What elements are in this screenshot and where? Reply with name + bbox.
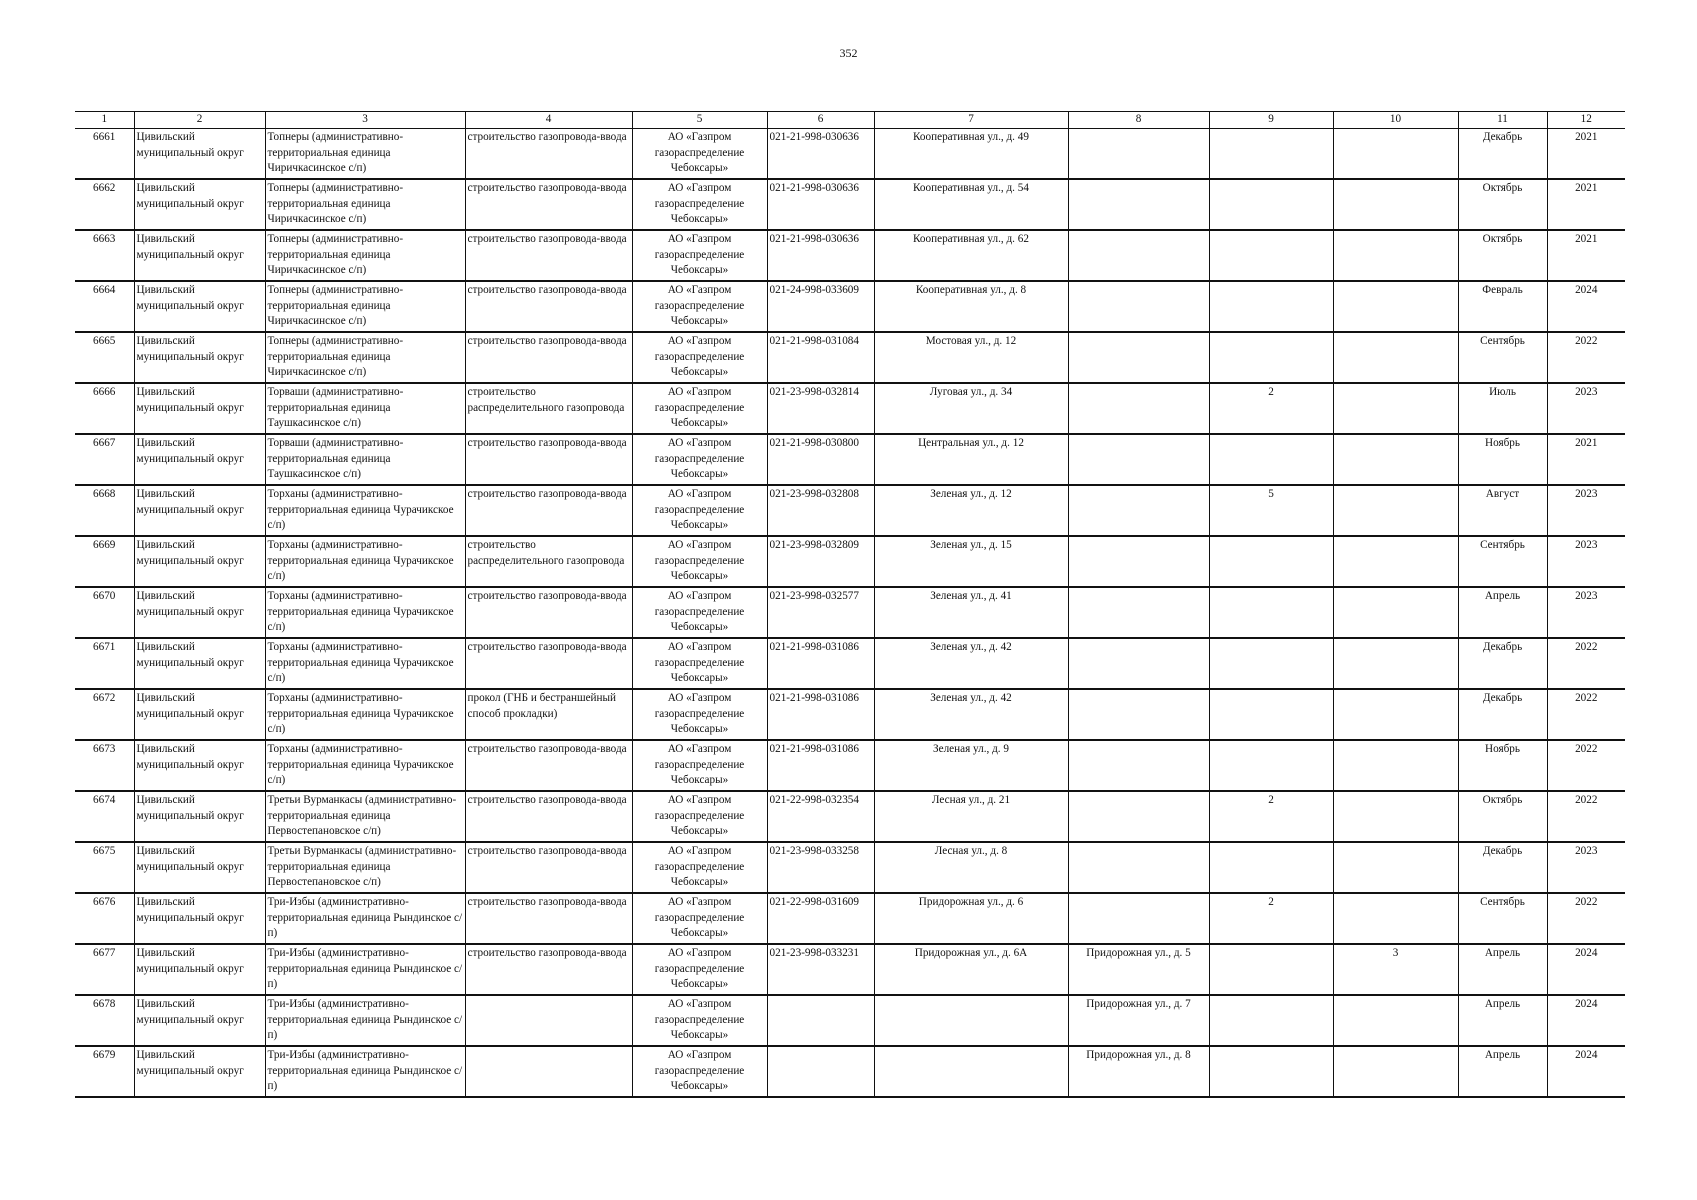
table-row	[75, 893, 1625, 944]
cell-year: 2023	[1547, 383, 1625, 434]
table-row	[75, 383, 1625, 434]
cell-month: Сентябрь	[1458, 536, 1547, 587]
table-row	[75, 485, 1625, 536]
cell-settlement: Третьи Вурманкасы (административно-территориальная единица Первостепановское с/п)	[265, 791, 465, 842]
cell-col-10-value	[1333, 740, 1458, 791]
cell-municipality: Цивильский муниципальный округ	[134, 230, 265, 281]
cell-col-10-value	[1333, 689, 1458, 740]
cell-col-10-value	[1333, 638, 1458, 689]
cell-month: Апрель	[1458, 944, 1547, 995]
cell-col-9-value	[1209, 740, 1333, 791]
cell-address-extra	[1068, 587, 1209, 638]
table-row	[75, 995, 1625, 1046]
cell-year: 2024	[1547, 995, 1625, 1046]
cell-row-number: 6679	[75, 1046, 134, 1097]
cell-address-extra	[1068, 332, 1209, 383]
cell-address-extra	[1068, 740, 1209, 791]
cell-row-number: 6672	[75, 689, 134, 740]
table-row	[75, 689, 1625, 740]
cell-row-number: 6669	[75, 536, 134, 587]
cell-address: Мостовая ул., д. 12	[874, 332, 1068, 383]
cell-municipality: Цивильский муниципальный округ	[134, 485, 265, 536]
cell-col-10-value	[1333, 587, 1458, 638]
cell-year: 2024	[1547, 1046, 1625, 1097]
cell-project-code: 021-21-998-031086	[767, 638, 874, 689]
cell-col-10-value	[1333, 129, 1458, 180]
cell-settlement: Топнеры (административно-территориальная единица Чиричкасинское с/п)	[265, 230, 465, 281]
cell-year: 2022	[1547, 689, 1625, 740]
cell-work-type: строительство газопровода-ввода	[465, 893, 632, 944]
cell-organization: АО «Газпром газораспределение Чебоксары»	[632, 587, 767, 638]
cell-work-type: строительство газопровода-ввода	[465, 129, 632, 180]
cell-address: Зеленая ул., д. 41	[874, 587, 1068, 638]
cell-year: 2022	[1547, 893, 1625, 944]
cell-col-9-value	[1209, 995, 1333, 1046]
cell-row-number: 6665	[75, 332, 134, 383]
cell-col-9-value	[1209, 536, 1333, 587]
cell-address: Придорожная ул., д. 6	[874, 893, 1068, 944]
cell-settlement: Три-Избы (административно-территориальная единица Рындинское с/п)	[265, 944, 465, 995]
cell-settlement: Торханы (административно-территориальная единица Чурачикское с/п)	[265, 485, 465, 536]
cell-municipality: Цивильский муниципальный округ	[134, 995, 265, 1046]
cell-row-number: 6666	[75, 383, 134, 434]
cell-month: Декабрь	[1458, 129, 1547, 180]
cell-address-extra	[1068, 842, 1209, 893]
cell-project-code: 021-21-998-031086	[767, 740, 874, 791]
cell-month: Декабрь	[1458, 842, 1547, 893]
column-header-3: 3	[265, 112, 465, 129]
cell-project-code: 021-21-998-030800	[767, 434, 874, 485]
cell-col-10-value	[1333, 791, 1458, 842]
cell-year: 2021	[1547, 179, 1625, 230]
cell-work-type: строительство газопровода-ввода	[465, 281, 632, 332]
cell-year: 2023	[1547, 485, 1625, 536]
cell-address: Центральная ул., д. 12	[874, 434, 1068, 485]
cell-municipality: Цивильский муниципальный округ	[134, 332, 265, 383]
cell-year: 2023	[1547, 587, 1625, 638]
cell-work-type: строительство газопровода-ввода	[465, 944, 632, 995]
table-body	[75, 129, 1625, 1098]
cell-settlement: Торваши (административно-территориальная единица Таушкасинское с/п)	[265, 434, 465, 485]
table-row	[75, 638, 1625, 689]
cell-address-extra	[1068, 893, 1209, 944]
cell-organization: АО «Газпром газораспределение Чебоксары»	[632, 1046, 767, 1097]
cell-settlement: Топнеры (административно-территориальная единица Чиричкасинское с/п)	[265, 179, 465, 230]
cell-project-code: 021-21-998-030636	[767, 179, 874, 230]
cell-col-9-value: 2	[1209, 791, 1333, 842]
cell-project-code: 021-23-998-033231	[767, 944, 874, 995]
cell-municipality: Цивильский муниципальный округ	[134, 1046, 265, 1097]
cell-work-type: строительство газопровода-ввода	[465, 434, 632, 485]
cell-address: Лесная ул., д. 21	[874, 791, 1068, 842]
cell-address-extra	[1068, 281, 1209, 332]
cell-municipality: Цивильский муниципальный округ	[134, 587, 265, 638]
cell-settlement: Три-Избы (административно-территориальная единица Рындинское с/п)	[265, 1046, 465, 1097]
cell-work-type: строительство газопровода-ввода	[465, 485, 632, 536]
cell-settlement: Торханы (административно-территориальная единица Чурачикское с/п)	[265, 587, 465, 638]
table-row	[75, 944, 1625, 995]
cell-address-extra	[1068, 485, 1209, 536]
cell-year: 2021	[1547, 434, 1625, 485]
cell-organization: АО «Газпром газораспределение Чебоксары»	[632, 791, 767, 842]
cell-organization: АО «Газпром газораспределение Чебоксары»	[632, 638, 767, 689]
column-header-4: 4	[465, 112, 632, 129]
cell-month: Июль	[1458, 383, 1547, 434]
cell-col-10-value	[1333, 893, 1458, 944]
cell-organization: АО «Газпром газораспределение Чебоксары»	[632, 332, 767, 383]
cell-work-type: строительство распределительного газопровода	[465, 383, 632, 434]
cell-col-10-value	[1333, 485, 1458, 536]
cell-col-9-value	[1209, 434, 1333, 485]
cell-col-9-value	[1209, 944, 1333, 995]
cell-row-number: 6678	[75, 995, 134, 1046]
table-row	[75, 791, 1625, 842]
cell-address: Луговая ул., д. 34	[874, 383, 1068, 434]
cell-address: Придорожная ул., д. 6А	[874, 944, 1068, 995]
cell-col-10-value	[1333, 179, 1458, 230]
cell-address: Зеленая ул., д. 42	[874, 638, 1068, 689]
cell-row-number: 6671	[75, 638, 134, 689]
gasification-table	[75, 111, 1625, 1098]
cell-month: Апрель	[1458, 587, 1547, 638]
cell-address	[874, 1046, 1068, 1097]
cell-project-code: 021-23-998-033258	[767, 842, 874, 893]
table-row	[75, 230, 1625, 281]
cell-project-code: 021-21-998-031084	[767, 332, 874, 383]
table-row	[75, 1046, 1625, 1097]
cell-address: Зеленая ул., д. 42	[874, 689, 1068, 740]
table-row	[75, 842, 1625, 893]
cell-address: Зеленая ул., д. 9	[874, 740, 1068, 791]
column-header-7: 7	[874, 112, 1068, 129]
cell-row-number: 6670	[75, 587, 134, 638]
cell-col-10-value	[1333, 281, 1458, 332]
cell-row-number: 6674	[75, 791, 134, 842]
cell-address-extra: Придорожная ул., д. 7	[1068, 995, 1209, 1046]
cell-municipality: Цивильский муниципальный округ	[134, 638, 265, 689]
cell-month: Октябрь	[1458, 179, 1547, 230]
cell-row-number: 6668	[75, 485, 134, 536]
column-header-9: 9	[1209, 112, 1333, 129]
column-header-8: 8	[1068, 112, 1209, 129]
cell-address-extra	[1068, 638, 1209, 689]
cell-year: 2022	[1547, 638, 1625, 689]
cell-address-extra: Придорожная ул., д. 5	[1068, 944, 1209, 995]
cell-row-number: 6676	[75, 893, 134, 944]
cell-col-9-value	[1209, 281, 1333, 332]
cell-col-10-value	[1333, 332, 1458, 383]
cell-address-extra	[1068, 689, 1209, 740]
cell-month: Октябрь	[1458, 791, 1547, 842]
cell-month: Сентябрь	[1458, 332, 1547, 383]
cell-col-9-value	[1209, 230, 1333, 281]
cell-row-number: 6664	[75, 281, 134, 332]
cell-work-type: строительство газопровода-ввода	[465, 740, 632, 791]
cell-project-code: 021-22-998-031609	[767, 893, 874, 944]
cell-project-code: 021-23-998-032808	[767, 485, 874, 536]
cell-month: Декабрь	[1458, 638, 1547, 689]
cell-work-type: строительство газопровода-ввода	[465, 587, 632, 638]
cell-row-number: 6675	[75, 842, 134, 893]
cell-address-extra	[1068, 179, 1209, 230]
cell-col-9-value	[1209, 689, 1333, 740]
cell-work-type: строительство газопровода-ввода	[465, 842, 632, 893]
cell-address: Кооперативная ул., д. 54	[874, 179, 1068, 230]
cell-settlement: Три-Избы (административно-территориальная единица Рындинское с/п)	[265, 995, 465, 1046]
cell-municipality: Цивильский муниципальный округ	[134, 129, 265, 180]
cell-month: Апрель	[1458, 995, 1547, 1046]
cell-address-extra	[1068, 434, 1209, 485]
cell-organization: АО «Газпром газораспределение Чебоксары»	[632, 129, 767, 180]
cell-municipality: Цивильский муниципальный округ	[134, 536, 265, 587]
cell-work-type	[465, 1046, 632, 1097]
cell-work-type: прокол (ГНБ и бестраншейный способ прокладки)	[465, 689, 632, 740]
cell-organization: АО «Газпром газораспределение Чебоксары»	[632, 179, 767, 230]
cell-year: 2024	[1547, 944, 1625, 995]
cell-month: Август	[1458, 485, 1547, 536]
column-header-6: 6	[767, 112, 874, 129]
cell-settlement: Топнеры (административно-территориальная единица Чиричкасинское с/п)	[265, 281, 465, 332]
cell-municipality: Цивильский муниципальный округ	[134, 893, 265, 944]
cell-col-9-value	[1209, 1046, 1333, 1097]
column-header-2: 2	[134, 112, 265, 129]
cell-month: Декабрь	[1458, 689, 1547, 740]
cell-municipality: Цивильский муниципальный округ	[134, 179, 265, 230]
cell-col-9-value	[1209, 842, 1333, 893]
cell-year: 2021	[1547, 129, 1625, 180]
cell-settlement: Три-Избы (административно-территориальная единица Рындинское с/п)	[265, 893, 465, 944]
cell-col-9-value: 5	[1209, 485, 1333, 536]
cell-col-9-value	[1209, 129, 1333, 180]
cell-col-10-value	[1333, 434, 1458, 485]
cell-municipality: Цивильский муниципальный округ	[134, 740, 265, 791]
cell-work-type	[465, 995, 632, 1046]
table-row	[75, 332, 1625, 383]
cell-settlement: Торханы (административно-территориальная единица Чурачикское с/п)	[265, 536, 465, 587]
cell-municipality: Цивильский муниципальный округ	[134, 842, 265, 893]
cell-address: Зеленая ул., д. 15	[874, 536, 1068, 587]
cell-project-code: 021-23-998-032577	[767, 587, 874, 638]
cell-organization: АО «Газпром газораспределение Чебоксары»	[632, 740, 767, 791]
cell-project-code: 021-23-998-032814	[767, 383, 874, 434]
cell-year: 2022	[1547, 791, 1625, 842]
cell-col-9-value	[1209, 179, 1333, 230]
cell-organization: АО «Газпром газораспределение Чебоксары»	[632, 230, 767, 281]
cell-municipality: Цивильский муниципальный округ	[134, 434, 265, 485]
cell-year: 2021	[1547, 230, 1625, 281]
cell-row-number: 6661	[75, 129, 134, 180]
cell-row-number: 6663	[75, 230, 134, 281]
cell-address-extra	[1068, 383, 1209, 434]
cell-settlement: Топнеры (административно-территориальная единица Чиричкасинское с/п)	[265, 332, 465, 383]
cell-month: Сентябрь	[1458, 893, 1547, 944]
cell-year: 2022	[1547, 740, 1625, 791]
cell-address-extra	[1068, 129, 1209, 180]
cell-organization: АО «Газпром газораспределение Чебоксары»	[632, 434, 767, 485]
cell-project-code: 021-22-998-032354	[767, 791, 874, 842]
cell-organization: АО «Газпром газораспределение Чебоксары»	[632, 689, 767, 740]
cell-settlement: Торханы (административно-территориальная единица Чурачикское с/п)	[265, 638, 465, 689]
cell-organization: АО «Газпром газораспределение Чебоксары»	[632, 893, 767, 944]
cell-organization: АО «Газпром газораспределение Чебоксары»	[632, 842, 767, 893]
cell-municipality: Цивильский муниципальный округ	[134, 383, 265, 434]
cell-month: Апрель	[1458, 1046, 1547, 1097]
cell-col-10-value	[1333, 1046, 1458, 1097]
cell-address: Кооперативная ул., д. 62	[874, 230, 1068, 281]
cell-year: 2022	[1547, 332, 1625, 383]
cell-work-type: строительство газопровода-ввода	[465, 791, 632, 842]
cell-project-code: 021-24-998-033609	[767, 281, 874, 332]
cell-address: Лесная ул., д. 8	[874, 842, 1068, 893]
cell-year: 2023	[1547, 536, 1625, 587]
cell-col-9-value	[1209, 587, 1333, 638]
cell-settlement: Торваши (административно-территориальная единица Таушкасинское с/п)	[265, 383, 465, 434]
cell-month: Ноябрь	[1458, 740, 1547, 791]
cell-address-extra: Придорожная ул., д. 8	[1068, 1046, 1209, 1097]
cell-organization: АО «Газпром газораспределение Чебоксары»	[632, 281, 767, 332]
cell-settlement: Торханы (административно-территориальная единица Чурачикское с/п)	[265, 689, 465, 740]
table-row	[75, 740, 1625, 791]
cell-address	[874, 995, 1068, 1046]
cell-project-code: 021-23-998-032809	[767, 536, 874, 587]
cell-year: 2024	[1547, 281, 1625, 332]
cell-month: Октябрь	[1458, 230, 1547, 281]
cell-work-type: строительство газопровода-ввода	[465, 230, 632, 281]
cell-municipality: Цивильский муниципальный округ	[134, 791, 265, 842]
cell-project-code: 021-21-998-031086	[767, 689, 874, 740]
cell-settlement: Торханы (административно-территориальная единица Чурачикское с/п)	[265, 740, 465, 791]
cell-address: Кооперативная ул., д. 49	[874, 129, 1068, 180]
cell-work-type: строительство газопровода-ввода	[465, 179, 632, 230]
cell-work-type: строительство газопровода-ввода	[465, 332, 632, 383]
cell-row-number: 6677	[75, 944, 134, 995]
table-row	[75, 536, 1625, 587]
cell-project-code	[767, 995, 874, 1046]
cell-col-9-value	[1209, 638, 1333, 689]
cell-col-9-value: 2	[1209, 893, 1333, 944]
table-row	[75, 281, 1625, 332]
column-header-10: 10	[1333, 112, 1458, 129]
table-row	[75, 587, 1625, 638]
page-number: 352	[839, 46, 858, 60]
cell-settlement: Топнеры (административно-территориальная единица Чиричкасинское с/п)	[265, 129, 465, 180]
cell-row-number: 6667	[75, 434, 134, 485]
cell-settlement: Третьи Вурманкасы (административно-территориальная единица Первостепановское с/п)	[265, 842, 465, 893]
cell-organization: АО «Газпром газораспределение Чебоксары»	[632, 944, 767, 995]
cell-address-extra	[1068, 536, 1209, 587]
cell-address-extra	[1068, 230, 1209, 281]
cell-municipality: Цивильский муниципальный округ	[134, 944, 265, 995]
cell-address: Зеленая ул., д. 12	[874, 485, 1068, 536]
column-header-5: 5	[632, 112, 767, 129]
cell-address-extra	[1068, 791, 1209, 842]
column-header-12: 12	[1547, 112, 1625, 129]
cell-project-code: 021-21-998-030636	[767, 230, 874, 281]
cell-organization: АО «Газпром газораспределение Чебоксары»	[632, 995, 767, 1046]
cell-organization: АО «Газпром газораспределение Чебоксары»	[632, 383, 767, 434]
cell-year: 2023	[1547, 842, 1625, 893]
table-header	[75, 112, 1625, 129]
cell-col-10-value	[1333, 995, 1458, 1046]
cell-organization: АО «Газпром газораспределение Чебоксары»	[632, 485, 767, 536]
cell-col-10-value: 3	[1333, 944, 1458, 995]
cell-col-10-value	[1333, 842, 1458, 893]
cell-col-10-value	[1333, 383, 1458, 434]
cell-municipality: Цивильский муниципальный округ	[134, 689, 265, 740]
cell-col-10-value	[1333, 230, 1458, 281]
cell-month: Февраль	[1458, 281, 1547, 332]
cell-address: Кооперативная ул., д. 8	[874, 281, 1068, 332]
cell-row-number: 6673	[75, 740, 134, 791]
cell-project-code	[767, 1046, 874, 1097]
table-row	[75, 434, 1625, 485]
cell-col-9-value: 2	[1209, 383, 1333, 434]
cell-col-9-value	[1209, 332, 1333, 383]
cell-row-number: 6662	[75, 179, 134, 230]
cell-col-10-value	[1333, 536, 1458, 587]
table-row	[75, 129, 1625, 180]
cell-month: Ноябрь	[1458, 434, 1547, 485]
column-header-11: 11	[1458, 112, 1547, 129]
cell-project-code: 021-21-998-030636	[767, 129, 874, 180]
header-row	[75, 112, 1625, 129]
table-row	[75, 179, 1625, 230]
cell-work-type: строительство распределительного газопровода	[465, 536, 632, 587]
cell-municipality: Цивильский муниципальный округ	[134, 281, 265, 332]
column-header-1: 1	[75, 112, 134, 129]
cell-work-type: строительство газопровода-ввода	[465, 638, 632, 689]
cell-organization: АО «Газпром газораспределение Чебоксары»	[632, 536, 767, 587]
